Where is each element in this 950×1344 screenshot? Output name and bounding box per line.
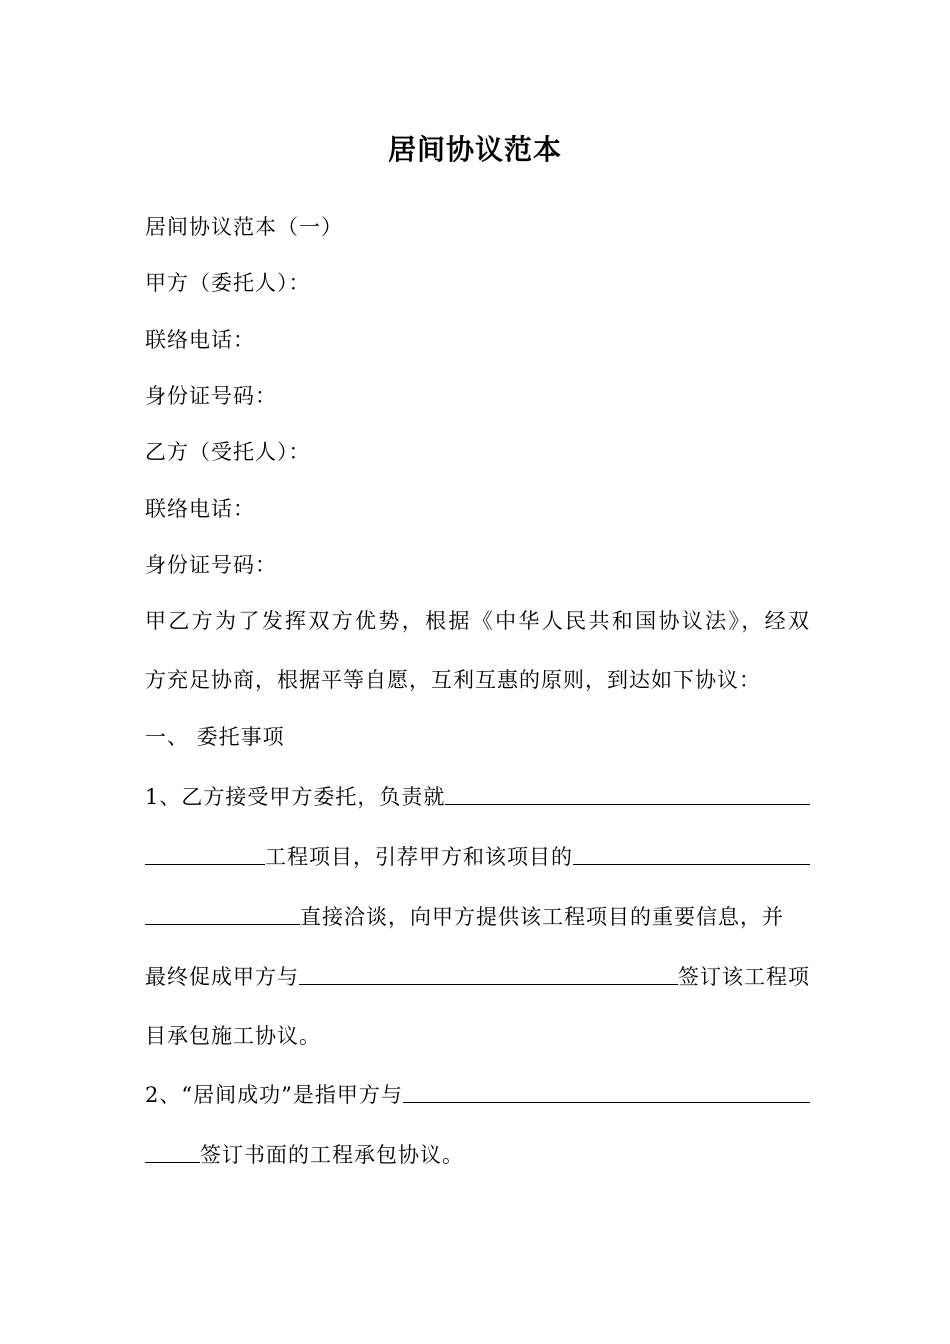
- clause-1-text: 工程项目，引荐甲方和该项目的: [265, 845, 573, 869]
- preamble-line-2: 方充足协商，根据平等自愿，互利互惠的原则，到达如下协议：: [145, 668, 761, 692]
- party-a-label: 甲方（委托人）：: [145, 271, 311, 295]
- clause-1-text: 直接洽谈，向甲方提供该工程项目的重要信息，并: [300, 905, 784, 929]
- party-b-id-label: 身份证号码：: [145, 553, 277, 577]
- clause-1-line-4: [145, 962, 810, 992]
- clause-2-text: 2、“居间成功”是指甲方与: [145, 1083, 403, 1107]
- preamble-line-1: 甲乙方为了发挥双方优势，根据《中华人民共和国协议法》，经双: [145, 609, 810, 633]
- clause-1-line-5: 目承包施工协议。: [145, 1024, 321, 1048]
- clause-2-line-2: [145, 1140, 810, 1170]
- fill-in-blank: [299, 962, 678, 985]
- fill-in-blank: [145, 902, 300, 925]
- clause-1-line-2: [145, 842, 810, 872]
- clause-1-text: 1、乙方接受甲方委托，负责就: [145, 785, 446, 809]
- clause-2-line-1: [145, 1080, 810, 1110]
- fill-in-blank: [145, 842, 265, 865]
- party-b-phone-label: 联络电话：: [145, 497, 255, 521]
- party-a-id-label: 身份证号码：: [145, 384, 277, 408]
- party-b-label: 乙方（受托人）：: [145, 440, 311, 464]
- fill-in-blank: [403, 1080, 810, 1103]
- subtitle: 居间协议范本（一）: [145, 215, 343, 239]
- clause-1-text: 签订该工程项: [678, 965, 810, 989]
- clause-1-line-1: [145, 782, 810, 812]
- party-a-phone-label: 联络电话：: [145, 328, 255, 352]
- document-title: 居间协议范本: [387, 133, 562, 166]
- fill-in-blank: [445, 782, 810, 805]
- clause-2-text: 签订书面的工程承包协议。: [200, 1143, 464, 1167]
- section-1-heading: 一、 委托事项: [145, 725, 285, 749]
- fill-in-blank: [573, 842, 810, 865]
- fill-in-blank: [145, 1140, 200, 1163]
- clause-1-text: 最终促成甲方与: [145, 965, 299, 989]
- clause-1-line-3: [145, 902, 810, 932]
